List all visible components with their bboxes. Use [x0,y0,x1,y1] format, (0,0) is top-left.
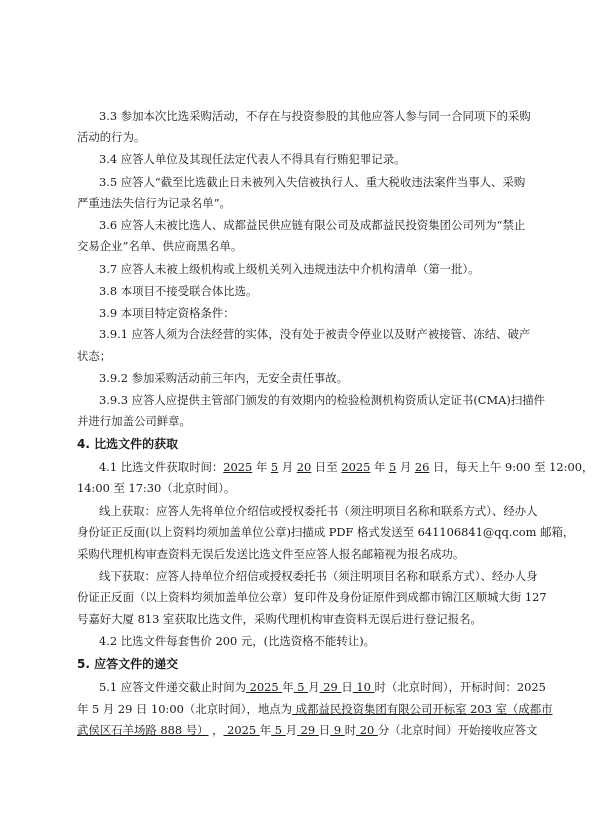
clause-3-4: 3.4 应答人单位及其现任法定代表人不得具有行贿犯罪记录。 [99,152,406,166]
clause-3-7: 3.7 应答人未被上级机构或上级机关列入违规违法中介机构清单（第一批）。 [99,262,480,276]
section-5-heading: 5. 应答文件的递交 [77,657,179,671]
online-acquisition-line-2: 身份证正反面(以上资料均须加盖单位公章)扫描成 PDF 格式发送至 641106841@qq.com 邮箱， [77,525,575,539]
clause-5-1-line-2: 年 5 月 29 日 10:00（北京时间），地点为 成都益民投资集团有限公司开标室 203 室（成都市 [77,702,553,716]
online-acquisition-line-3: 采购代理机构审查资料无误后发送比选文件至应答人报名邮箱视为报名成功。 [77,547,465,561]
clause-3-9-3-line-1: 3.9.3 应答人应提供主管部门颁发的有效期内的检验检测机构资质认定证书(CMA)扫描件 [99,393,545,407]
clause-3-3-line-2: 活动的行为。 [77,130,146,144]
clause-4-1-line-2: 14:00 至 17:30（北京时间）。 [77,481,236,495]
offline-acquisition-line-2: 份证正反面（以上资料均须加盖单位公章）复印件及身份证原件到成都市锦江区顺城大街 127 [77,590,547,604]
clause-3-9: 3.9 本项目特定资格条件： [99,306,235,320]
clause-3-5-line-2: 严重违法失信行为记录名单”。 [77,196,231,210]
clause-5-1-line-3: 武侯区石羊场路 888 号） ， 2025 年 5 月 29 日 9 时 20 分（北京时间）开始接收应答文 [77,723,538,737]
clause-3-9-1-line-2: 状态； [77,349,112,363]
clause-5-1-line-1: 5.1 应答文件递交截止时间为 2025 年 5 月 29 日 10 时（北京时间），开标时间：2025 [99,680,546,694]
clause-3-6-line-2: 交易企业”名单、供应商黑名单。 [77,239,243,253]
clause-3-5-line-1: 3.5 应答人“截至比选截止日未被列入失信被执行人、重大税收违法案件当事人、采购 [99,175,526,189]
clause-3-9-3-line-2: 并进行加盖公司鲜章。 [77,414,191,428]
clause-4-2: 4.2 比选文件每套售价 200 元，(比选资格不能转让)。 [99,634,376,648]
clause-3-3-line-1: 3.3 参加本次比选采购活动，不存在与投资参股的其他应答人参与同一合同项下的采购 [99,109,531,123]
clause-4-1-line-1: 4.1 比选文件获取时间：2025 年 5 月 20 日至 2025 年 5 月 26 日，每天上午 9:00 至 12:00， [99,460,593,474]
clause-3-8: 3.8 本项目不接受联合体比选。 [99,284,258,298]
section-4-heading: 4. 比选文件的获取 [77,437,179,451]
clause-3-9-2: 3.9.2 参加采购活动前三年内，无安全责任事故。 [99,371,349,385]
online-acquisition-line-1: 线上获取：应答人先将单位介绍信或授权委托书（须注明项目名称和联系方式）、经办人 [99,504,538,518]
offline-acquisition-line-3: 号嘉好大厦 813 室获取比选文件，采购代理机构审查资料无误后进行登记报名。 [77,612,482,626]
offline-acquisition-line-1: 线下获取：应答人持单位介绍信或授权委托书（须注明项目名称和联系方式）、经办人身 [99,569,538,583]
clause-3-6-line-1: 3.6 应答人未被比选人、成都益民供应链有限公司及成都益民投资集团公司列为“禁止 [99,218,526,232]
clause-3-9-1-line-1: 3.9.1 应答人须为合法经营的实体，没有处于被责令停业以及财产被接管、冻结、破产 [99,327,531,341]
